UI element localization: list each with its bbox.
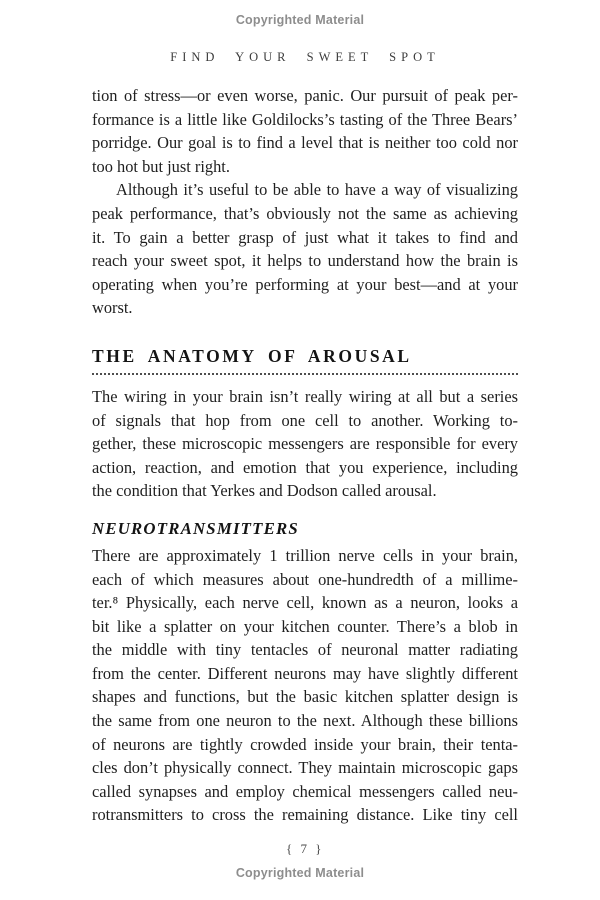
paragraph-1	[92, 84, 518, 178]
text-line: tion of stress—or even worse, panic. Our pursuit of peak per-	[92, 86, 518, 105]
text-line: the middle with tiny tentacles of neuronal matter radiating	[92, 640, 518, 660]
section-heading: THE ANATOMY OF AROUSAL	[92, 346, 518, 375]
paragraph-3	[92, 385, 518, 503]
text-line: gether, these microscopic messengers are responsible for every	[92, 434, 518, 454]
text-line: cles don’t physically connect. They maintain microscopic gaps	[92, 758, 518, 778]
paragraph-4	[92, 544, 518, 827]
text-line: it. To gain a better grasp of just what it takes to find and	[92, 227, 518, 247]
text-line: ter.⁸ Physically, each nerve cell, known as a neuron, looks a	[92, 593, 518, 613]
copyright-notice-top: Copyrighted Material	[235, 13, 365, 27]
text-line: of neurons are tightly crowded inside your brain, their tenta-	[92, 734, 518, 754]
text-line: the same from one neuron to the next. Although these billions	[92, 711, 518, 731]
text-line: the condition that Yerkes and Dodson called arousal.	[92, 481, 437, 501]
text-line: called synapses and employ chemical messengers called neu-	[92, 781, 518, 801]
text-line: peak performance, that’s obviously not the same as achieving	[92, 203, 518, 223]
page-number: { 7 }	[286, 841, 324, 856]
paragraph-2	[92, 178, 518, 320]
running-head: FIND YOUR SWEET SPOT	[170, 50, 440, 64]
text-line: The wiring in your brain isn’t really wiring at all but a series	[92, 386, 518, 406]
text-line: action, reaction, and emotion that you experience, including	[92, 457, 518, 477]
subsection-heading: NEUROTRANSMITTERS	[92, 518, 299, 538]
text-column	[92, 84, 518, 827]
text-line: each of which measures about one-hundredth of a millime-	[92, 569, 518, 589]
text-line: reach your sweet spot, it helps to understand how the brain is	[92, 251, 518, 271]
text-line: worst.	[92, 298, 133, 318]
text-line: of signals that hop from one cell to another. Working to-	[92, 410, 518, 430]
text-line: operating when you’re performing at your best—and at your	[92, 274, 518, 294]
copyright-notice-bottom: Copyrighted Material	[235, 866, 365, 880]
text-line: porridge. Our goal is to find a level that is neither too cold nor	[92, 133, 518, 153]
text-line: too hot but just right.	[92, 156, 230, 176]
text-line: formance is a little like Goldilocks’s tasting of the Three Bears’	[92, 109, 518, 129]
text-line: shapes and functions, but the basic kitchen splatter design is	[92, 687, 518, 707]
text-line: Although it’s useful to be able to have a way of visualizing	[116, 180, 518, 200]
text-line: There are approximately 1 trillion nerve cells in your brain,	[92, 545, 518, 565]
text-line: rotransmitters to cross the remaining distance. Like tiny cell	[92, 805, 518, 825]
text-line: bit like a splatter on your kitchen counter. There’s a blob in	[92, 616, 518, 636]
text-line: from the center. Different neurons may have slightly different	[92, 663, 518, 683]
